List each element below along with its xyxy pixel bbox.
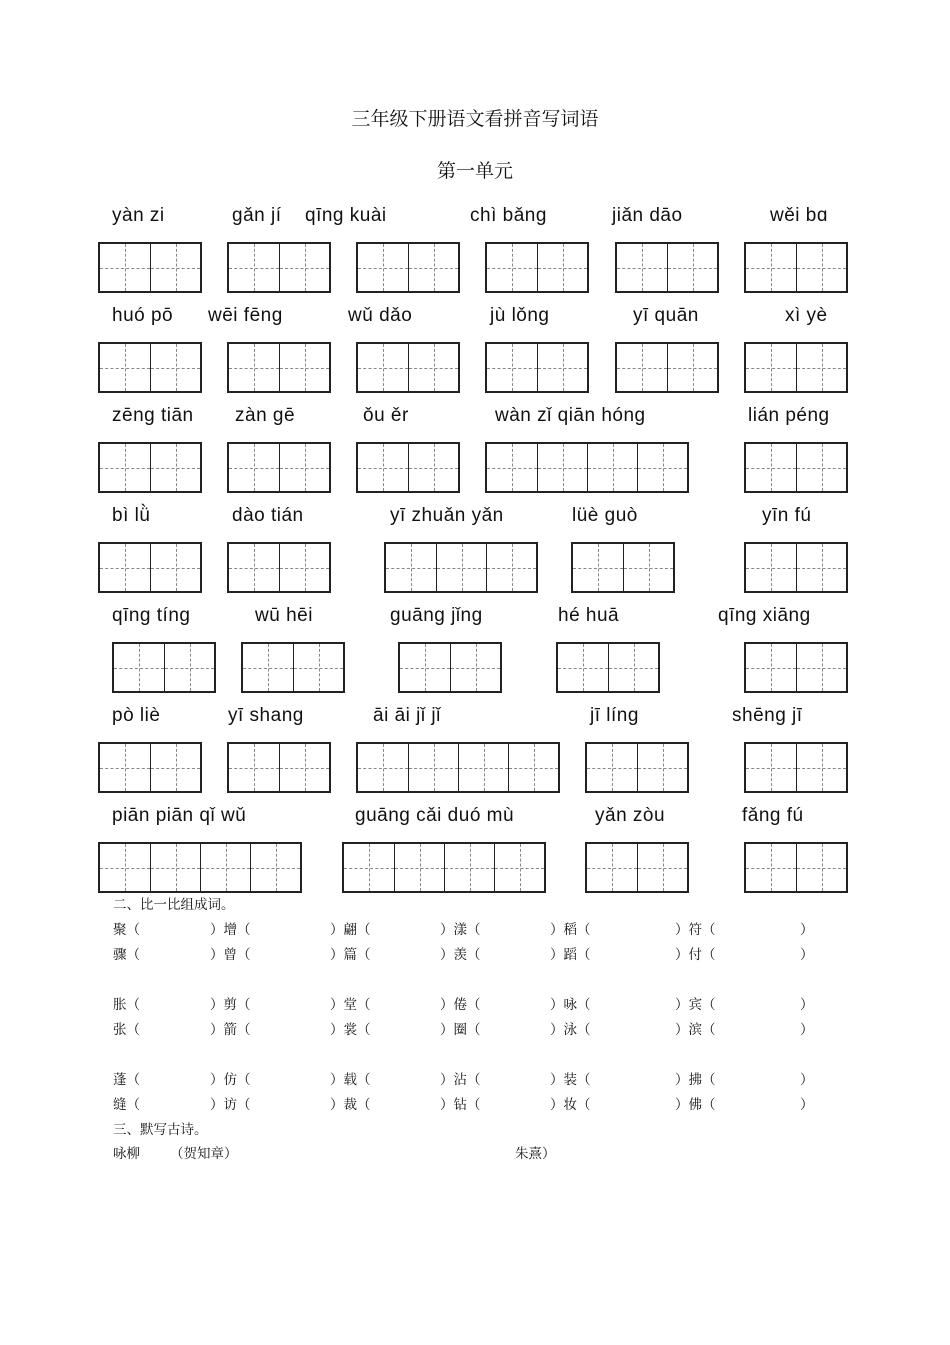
tianzige-cell[interactable] bbox=[746, 744, 796, 791]
pinyin-prompt: āi āi jǐ jǐ bbox=[373, 705, 441, 726]
compare-word-slot: ）蹈（ bbox=[550, 947, 591, 963]
tianzige-cell[interactable] bbox=[494, 844, 544, 891]
tianzige-cell[interactable] bbox=[279, 244, 329, 291]
tianzige-cell[interactable] bbox=[537, 444, 587, 491]
writing-box[interactable] bbox=[744, 442, 848, 493]
tianzige-cell[interactable] bbox=[450, 644, 500, 691]
tianzige-cell[interactable] bbox=[637, 444, 687, 491]
compare-word-slot: ）佛（ bbox=[675, 1097, 716, 1113]
writing-box[interactable] bbox=[485, 442, 689, 493]
pinyin-prompt: wǔ dǎo bbox=[348, 305, 413, 326]
tianzige-cell[interactable] bbox=[796, 244, 846, 291]
tianzige-cell[interactable] bbox=[229, 344, 279, 391]
tianzige-cell[interactable] bbox=[746, 644, 796, 691]
writing-box[interactable] bbox=[98, 842, 302, 893]
tianzige-cell[interactable] bbox=[150, 444, 200, 491]
compare-word-slot: ）裳（ bbox=[330, 1022, 371, 1038]
pinyin-prompt: jù lǒng bbox=[490, 305, 550, 326]
tianzige-cell[interactable] bbox=[486, 544, 536, 591]
writing-box[interactable] bbox=[615, 342, 719, 393]
compare-word-slot: ）剪（ bbox=[210, 997, 251, 1013]
compare-word-slot: ）载（ bbox=[330, 1072, 371, 1088]
compare-word-slot: ）符（ bbox=[675, 922, 716, 938]
writing-box[interactable] bbox=[356, 342, 460, 393]
tianzige-cell[interactable] bbox=[487, 244, 537, 291]
tianzige-cell[interactable] bbox=[150, 844, 200, 891]
section-3-heading: 三、默写古诗。 bbox=[113, 1122, 208, 1138]
tianzige-cell[interactable] bbox=[746, 544, 796, 591]
pinyin-prompt: wēi fēng bbox=[208, 305, 283, 326]
compare-word-slot: 胀（ bbox=[113, 997, 140, 1013]
pinyin-prompt: gǎn jí bbox=[232, 205, 282, 226]
compare-word-slot: ）拂（ bbox=[675, 1072, 716, 1088]
pinyin-prompt: jiǎn dāo bbox=[612, 205, 683, 226]
tianzige-cell[interactable] bbox=[358, 244, 408, 291]
compare-word-slot: ）访（ bbox=[210, 1097, 251, 1113]
tianzige-cell[interactable] bbox=[229, 244, 279, 291]
compare-word-slot: ）钻（ bbox=[440, 1097, 481, 1113]
tianzige-cell[interactable] bbox=[458, 744, 508, 791]
compare-word-slot: 蓬（ bbox=[113, 1072, 140, 1088]
compare-word-slot: 骤（ bbox=[113, 947, 140, 963]
poem-author-2: 朱熹） bbox=[515, 1146, 556, 1162]
tianzige-cell[interactable] bbox=[796, 644, 846, 691]
pinyin-prompt: ǒu ěr bbox=[363, 405, 409, 426]
writing-box[interactable] bbox=[384, 542, 538, 593]
writing-box[interactable] bbox=[744, 542, 848, 593]
tianzige-cell[interactable] bbox=[229, 444, 279, 491]
tianzige-cell[interactable] bbox=[487, 444, 537, 491]
pinyin-prompt: pò liè bbox=[112, 705, 161, 726]
writing-box[interactable] bbox=[342, 842, 546, 893]
compare-word-slot: ）稻（ bbox=[550, 922, 591, 938]
compare-word-slot: ）羡（ bbox=[440, 947, 481, 963]
tianzige-cell[interactable] bbox=[667, 344, 717, 391]
tianzige-cell[interactable] bbox=[623, 544, 673, 591]
writing-box[interactable] bbox=[556, 642, 660, 693]
writing-box[interactable] bbox=[398, 642, 502, 693]
compare-word-slot: ）漾（ bbox=[440, 922, 481, 938]
pinyin-prompt: fǎng fú bbox=[742, 805, 804, 826]
compare-word-slot: ）堂（ bbox=[330, 997, 371, 1013]
tianzige-cell[interactable] bbox=[150, 344, 200, 391]
pinyin-prompt: yī zhuǎn yǎn bbox=[390, 505, 504, 526]
tianzige-cell[interactable] bbox=[100, 544, 150, 591]
tianzige-cell[interactable] bbox=[408, 744, 458, 791]
compare-word-slot: 缝（ bbox=[113, 1097, 140, 1113]
compare-word-slot: 张（ bbox=[113, 1022, 140, 1038]
writing-box[interactable] bbox=[615, 242, 719, 293]
compare-word-slot: ）增（ bbox=[210, 922, 251, 938]
pinyin-prompt: hé huā bbox=[558, 605, 620, 626]
compare-word-slot: ） bbox=[800, 1022, 814, 1038]
tianzige-cell[interactable] bbox=[200, 844, 250, 891]
compare-word-slot: ）倦（ bbox=[440, 997, 481, 1013]
compare-word-slot: ）篇（ bbox=[330, 947, 371, 963]
pinyin-prompt: wū hēi bbox=[255, 605, 313, 626]
pinyin-prompt: wàn zǐ qiān hóng bbox=[495, 405, 646, 426]
writing-box[interactable] bbox=[241, 642, 345, 693]
tianzige-cell[interactable] bbox=[243, 644, 293, 691]
compare-word-slot: ） bbox=[800, 997, 814, 1013]
pinyin-prompt: zàn gē bbox=[235, 405, 296, 426]
tianzige-cell[interactable] bbox=[408, 444, 458, 491]
pinyin-prompt: yīn fú bbox=[762, 505, 812, 526]
pinyin-prompt: yī shang bbox=[228, 705, 304, 726]
compare-word-slot: ）装（ bbox=[550, 1072, 591, 1088]
compare-word-slot: ） bbox=[800, 922, 814, 938]
tianzige-cell[interactable] bbox=[358, 344, 408, 391]
tianzige-cell[interactable] bbox=[487, 344, 537, 391]
pinyin-prompt: guāng jǐng bbox=[390, 605, 483, 626]
writing-box[interactable] bbox=[112, 642, 216, 693]
writing-box[interactable] bbox=[227, 242, 331, 293]
pinyin-prompt: lüè guò bbox=[572, 505, 638, 526]
compare-word-slot: ）宾（ bbox=[675, 997, 716, 1013]
pinyin-prompt: bì lǜ bbox=[112, 505, 151, 526]
compare-word-slot: ） bbox=[800, 1097, 814, 1113]
tianzige-cell[interactable] bbox=[279, 544, 329, 591]
tianzige-cell[interactable] bbox=[344, 844, 394, 891]
compare-word-slot: 聚（ bbox=[113, 922, 140, 938]
tianzige-cell[interactable] bbox=[558, 644, 608, 691]
writing-box[interactable] bbox=[356, 742, 560, 793]
compare-word-slot: ）裁（ bbox=[330, 1097, 371, 1113]
pinyin-prompt: guāng cǎi duó mù bbox=[355, 805, 515, 826]
pinyin-prompt: yǎn zòu bbox=[595, 805, 666, 826]
compare-word-slot: ）沾（ bbox=[440, 1072, 481, 1088]
pinyin-prompt: qīng tíng bbox=[112, 605, 191, 626]
tianzige-cell[interactable] bbox=[587, 744, 637, 791]
pinyin-prompt: qīng xiāng bbox=[718, 605, 811, 626]
tianzige-cell[interactable] bbox=[436, 544, 486, 591]
pinyin-prompt: wěi bɑ bbox=[770, 205, 828, 226]
writing-box[interactable] bbox=[227, 742, 331, 793]
pinyin-prompt: piān piān qǐ wǔ bbox=[112, 805, 247, 826]
tianzige-cell[interactable] bbox=[100, 244, 150, 291]
tianzige-cell[interactable] bbox=[358, 744, 408, 791]
tianzige-cell[interactable] bbox=[400, 644, 450, 691]
tianzige-cell[interactable] bbox=[667, 244, 717, 291]
tianzige-cell[interactable] bbox=[150, 544, 200, 591]
tianzige-cell[interactable] bbox=[587, 444, 637, 491]
writing-box[interactable] bbox=[227, 442, 331, 493]
compare-word-slot: ） bbox=[800, 1072, 814, 1088]
tianzige-cell[interactable] bbox=[279, 444, 329, 491]
tianzige-cell[interactable] bbox=[250, 844, 300, 891]
tianzige-cell[interactable] bbox=[746, 344, 796, 391]
tianzige-cell[interactable] bbox=[100, 844, 150, 891]
writing-box[interactable] bbox=[585, 742, 689, 793]
page-title: 三年级下册语文看拼音写词语 bbox=[351, 108, 599, 130]
tianzige-cell[interactable] bbox=[746, 444, 796, 491]
tianzige-cell[interactable] bbox=[637, 844, 687, 891]
compare-word-slot: ）泳（ bbox=[550, 1022, 591, 1038]
unit-title: 第一单元 bbox=[436, 160, 513, 182]
compare-word-slot: ）仿（ bbox=[210, 1072, 251, 1088]
tianzige-cell[interactable] bbox=[408, 344, 458, 391]
pinyin-prompt: xì yè bbox=[785, 305, 828, 326]
compare-word-slot: ）滨（ bbox=[675, 1022, 716, 1038]
poem-author: （贺知章） bbox=[170, 1146, 238, 1162]
tianzige-cell[interactable] bbox=[279, 744, 329, 791]
writing-box[interactable] bbox=[98, 242, 202, 293]
pinyin-prompt: chì bǎng bbox=[470, 205, 547, 226]
compare-word-slot: ）咏（ bbox=[550, 997, 591, 1013]
writing-box[interactable] bbox=[571, 542, 675, 593]
pinyin-prompt: yī quān bbox=[633, 305, 699, 326]
writing-box[interactable] bbox=[585, 842, 689, 893]
tianzige-cell[interactable] bbox=[100, 444, 150, 491]
section-2-heading: 二、比一比组成词。 bbox=[113, 897, 235, 913]
pinyin-prompt: huó pō bbox=[112, 305, 174, 326]
tianzige-cell[interactable] bbox=[746, 244, 796, 291]
writing-box[interactable] bbox=[356, 442, 460, 493]
writing-box[interactable] bbox=[98, 342, 202, 393]
compare-word-slot: ）翩（ bbox=[330, 922, 371, 938]
tianzige-cell[interactable] bbox=[587, 844, 637, 891]
tianzige-cell[interactable] bbox=[537, 344, 587, 391]
pinyin-prompt: qīng kuài bbox=[305, 205, 387, 226]
pinyin-prompt: lián péng bbox=[748, 405, 830, 426]
tianzige-cell[interactable] bbox=[796, 744, 846, 791]
writing-box[interactable] bbox=[98, 742, 202, 793]
tianzige-cell[interactable] bbox=[408, 244, 458, 291]
compare-word-slot: ） bbox=[800, 947, 814, 963]
tianzige-cell[interactable] bbox=[150, 744, 200, 791]
writing-box[interactable] bbox=[485, 242, 589, 293]
pinyin-prompt: shēng jī bbox=[732, 705, 803, 726]
tianzige-cell[interactable] bbox=[796, 344, 846, 391]
compare-word-slot: ）妆（ bbox=[550, 1097, 591, 1113]
tianzige-cell[interactable] bbox=[386, 544, 436, 591]
compare-word-slot: ）箭（ bbox=[210, 1022, 251, 1038]
writing-box[interactable] bbox=[485, 342, 589, 393]
tianzige-cell[interactable] bbox=[229, 744, 279, 791]
writing-box[interactable] bbox=[744, 342, 848, 393]
writing-box[interactable] bbox=[744, 842, 848, 893]
tianzige-cell[interactable] bbox=[537, 244, 587, 291]
tianzige-cell[interactable] bbox=[608, 644, 658, 691]
tianzige-cell[interactable] bbox=[796, 444, 846, 491]
tianzige-cell[interactable] bbox=[444, 844, 494, 891]
tianzige-cell[interactable] bbox=[508, 744, 558, 791]
tianzige-cell[interactable] bbox=[150, 244, 200, 291]
tianzige-cell[interactable] bbox=[796, 544, 846, 591]
tianzige-cell[interactable] bbox=[746, 844, 796, 891]
compare-word-slot: ）付（ bbox=[675, 947, 716, 963]
tianzige-cell[interactable] bbox=[617, 244, 667, 291]
writing-box[interactable] bbox=[744, 742, 848, 793]
tianzige-cell[interactable] bbox=[796, 844, 846, 891]
tianzige-cell[interactable] bbox=[100, 744, 150, 791]
tianzige-cell[interactable] bbox=[100, 344, 150, 391]
writing-box[interactable] bbox=[227, 542, 331, 593]
tianzige-cell[interactable] bbox=[229, 544, 279, 591]
writing-box[interactable] bbox=[356, 242, 460, 293]
pinyin-prompt: dào tián bbox=[232, 505, 304, 526]
tianzige-cell[interactable] bbox=[114, 644, 164, 691]
tianzige-cell[interactable] bbox=[164, 644, 214, 691]
writing-box[interactable] bbox=[98, 542, 202, 593]
pinyin-prompt: zēng tiān bbox=[112, 405, 194, 426]
poem-title: 咏柳 bbox=[113, 1146, 140, 1162]
tianzige-cell[interactable] bbox=[617, 344, 667, 391]
writing-box[interactable] bbox=[744, 242, 848, 293]
compare-word-slot: ）圈（ bbox=[440, 1022, 481, 1038]
pinyin-prompt: jī líng bbox=[590, 705, 639, 726]
tianzige-cell[interactable] bbox=[279, 344, 329, 391]
compare-word-slot: ）曾（ bbox=[210, 947, 251, 963]
writing-box[interactable] bbox=[98, 442, 202, 493]
pinyin-prompt: yàn zi bbox=[112, 205, 165, 226]
tianzige-cell[interactable] bbox=[573, 544, 623, 591]
tianzige-cell[interactable] bbox=[637, 744, 687, 791]
tianzige-cell[interactable] bbox=[358, 444, 408, 491]
tianzige-cell[interactable] bbox=[293, 644, 343, 691]
tianzige-cell[interactable] bbox=[394, 844, 444, 891]
writing-box[interactable] bbox=[227, 342, 331, 393]
writing-box[interactable] bbox=[744, 642, 848, 693]
